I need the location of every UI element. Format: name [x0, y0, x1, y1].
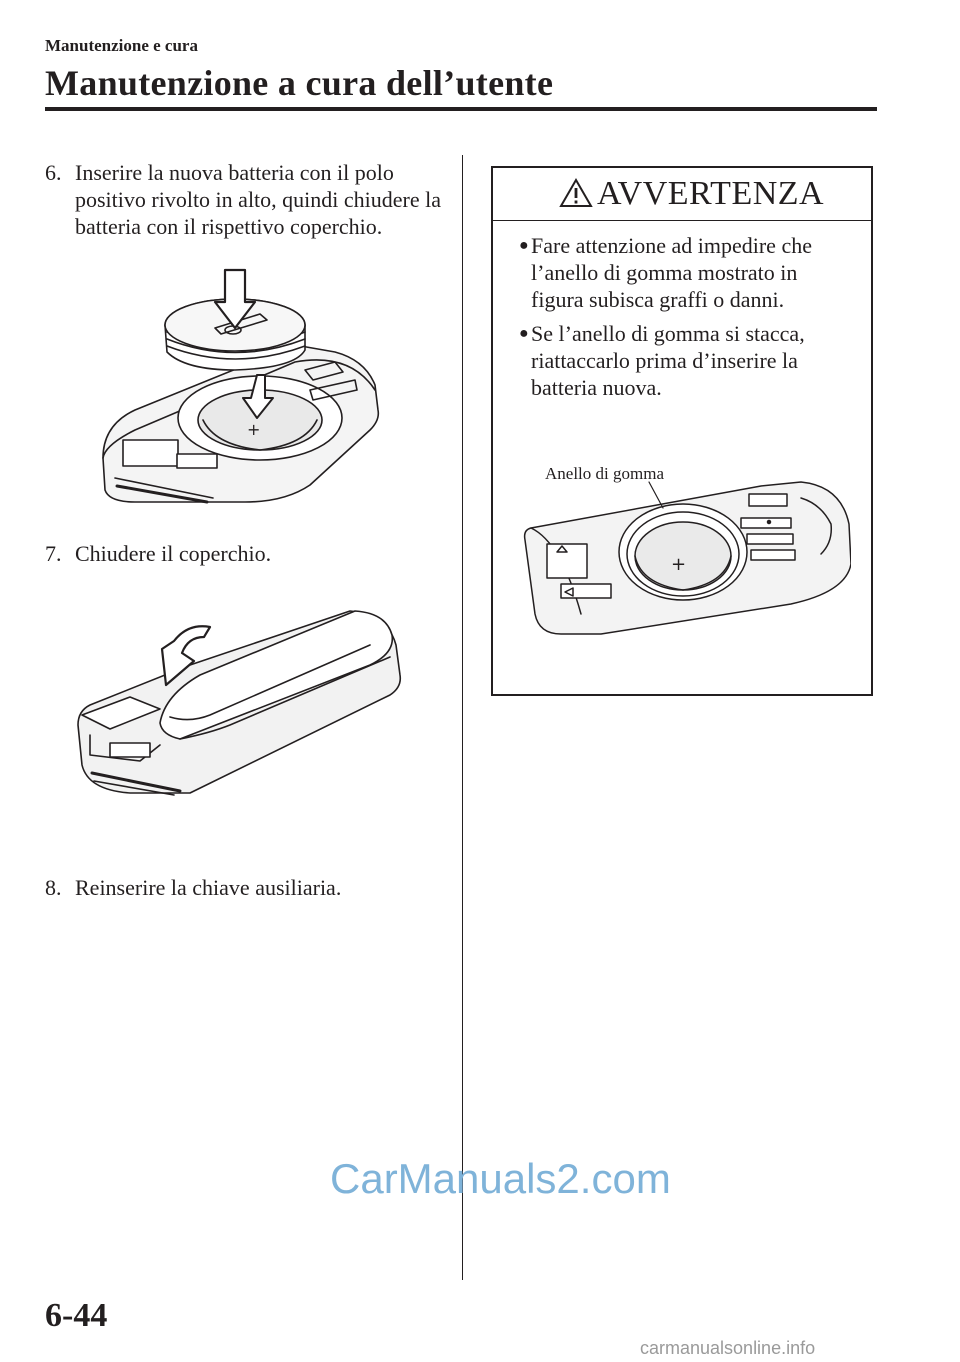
warning-header	[493, 168, 871, 221]
step-text: Inserire la nuova batteria con il polo positivo rivolto in alto, quindi chiudere la batteria con il rispettivo coperchio.	[75, 160, 441, 239]
step-text: Reinserire la chiave ausiliaria.	[75, 875, 342, 900]
step-number: 6.	[45, 160, 62, 185]
warning-triangle-icon	[559, 178, 593, 213]
svg-text:+: +	[247, 420, 261, 439]
bullet-dot: ●	[519, 237, 529, 254]
step-text: Chiudere il coperchio.	[75, 541, 272, 566]
step-number: 8.	[45, 875, 62, 900]
page-number: 6-44	[45, 1297, 108, 1334]
warning-box	[491, 166, 873, 696]
column-divider	[462, 155, 463, 1280]
figure-label: Anello di gomma	[545, 464, 664, 483]
section-label: Manutenzione e cura	[45, 36, 198, 55]
page-title: Manutenzione a cura dell’utente	[45, 63, 554, 103]
battery-insertion-illustration	[95, 240, 385, 515]
warning-title: AVVERTENZA	[597, 175, 825, 212]
rubber-ring-illustration	[521, 464, 851, 649]
step-number: 7.	[45, 541, 62, 566]
watermark: CarManuals2.com	[330, 1155, 671, 1202]
svg-text:+: +	[671, 554, 687, 575]
warning-bullet-text: Fare attenzione ad impedire che l’anello di gomma mostrato in figura subisca graffi o danni.	[531, 233, 812, 312]
footer-site: carmanualsonline.info	[640, 1338, 816, 1358]
cover-closing-illustration	[70, 605, 405, 805]
bullet-dot: ●	[519, 325, 529, 342]
header-rule	[45, 107, 877, 111]
warning-bullet-text: Se l’anello di gomma si stacca, riattaccarlo prima d’inserire la batteria nuova.	[531, 321, 805, 400]
